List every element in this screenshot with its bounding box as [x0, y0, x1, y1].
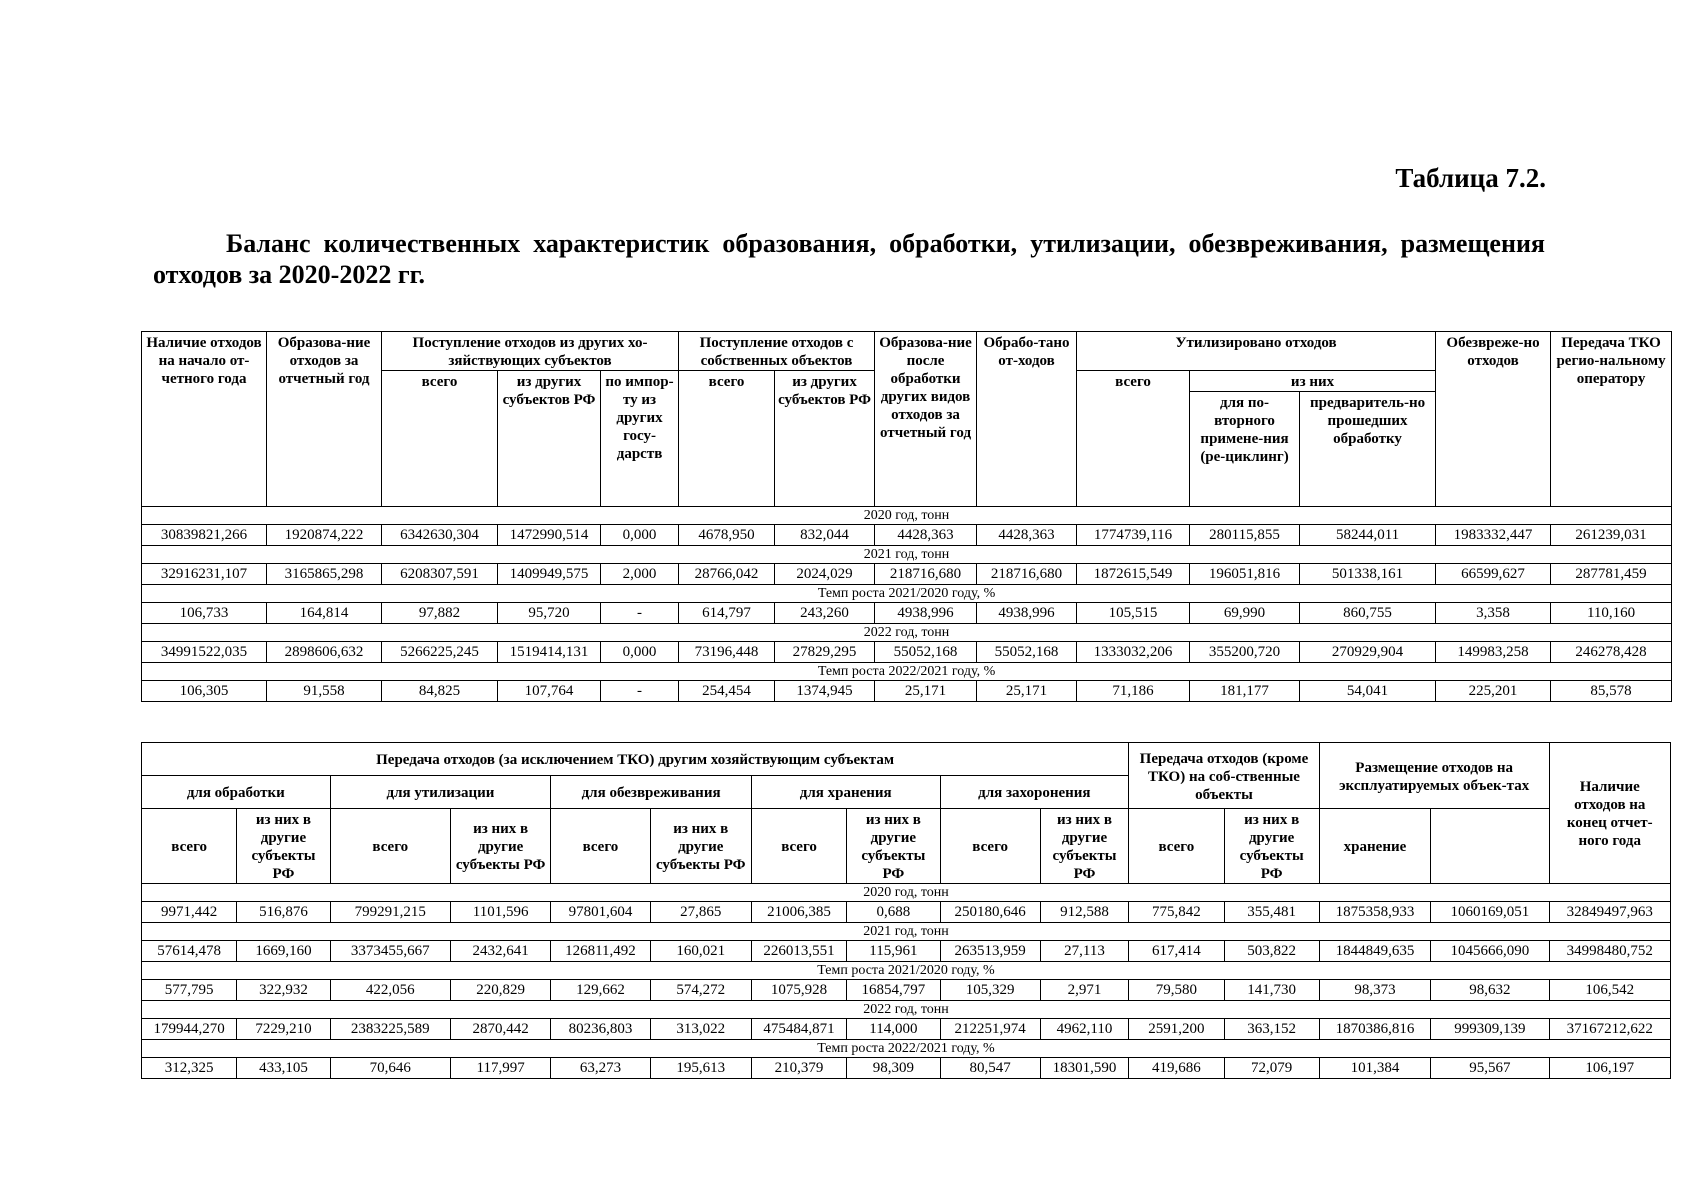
- section-label-row: [142, 884, 1671, 902]
- table-cell: 2383225,589: [330, 1019, 450, 1040]
- table-cell: 799291,215: [330, 902, 450, 923]
- table-cell: 7229,210: [237, 1019, 330, 1040]
- table-cell: 1844849,635: [1319, 941, 1430, 962]
- table-cell: 4428,363: [977, 525, 1077, 546]
- table-cell: 97801,604: [551, 902, 650, 923]
- table-cell: 55052,168: [977, 642, 1077, 663]
- col-header-utilized-preprocessed: предваритель-но прошедших обработку: [1300, 392, 1436, 507]
- table-cell: 98,309: [847, 1058, 940, 1079]
- section-label: Темп роста 2021/2020 году, %: [142, 585, 1672, 603]
- table-cell: 114,000: [847, 1019, 940, 1040]
- table-cell: 1045666,090: [1431, 941, 1549, 962]
- col-header-received-own: Поступление отходов с собственных объектов: [679, 332, 875, 371]
- col-header-all: всего: [551, 809, 650, 884]
- col-header-placement-blank: [1431, 809, 1549, 884]
- table-cell: 98,373: [1319, 980, 1430, 1001]
- table-cell: 210,379: [751, 1058, 846, 1079]
- table-cell: 55052,168: [875, 642, 977, 663]
- balance-table-part-1: [141, 331, 1672, 702]
- table-cell: 106,197: [1549, 1058, 1670, 1079]
- table-cell: 80236,803: [551, 1019, 650, 1040]
- table-cell: 1870386,816: [1319, 1019, 1430, 1040]
- table-cell: 250180,646: [940, 902, 1040, 923]
- table-cell: 1872615,549: [1077, 564, 1190, 585]
- table-cell: 105,515: [1077, 603, 1190, 624]
- table-cell: 1472990,514: [498, 525, 601, 546]
- col-header-for-processing: для обработки: [142, 776, 331, 809]
- col-header-all: всего: [751, 809, 846, 884]
- table-cell: 212251,974: [940, 1019, 1040, 1040]
- table-cell: 32916231,107: [142, 564, 267, 585]
- table-cell: 1519414,131: [498, 642, 601, 663]
- table-cell: 218716,680: [875, 564, 977, 585]
- col-header-other-rf: из них в другие субъекты РФ: [450, 809, 550, 884]
- table-cell: 70,646: [330, 1058, 450, 1079]
- table-cell: 422,056: [330, 980, 450, 1001]
- col-header-received-other-rf: из других субъектов РФ: [498, 371, 601, 507]
- table-cell: 164,814: [267, 603, 382, 624]
- table-caption: Таблица 7.2.: [1395, 163, 1546, 193]
- table-row: [142, 902, 1671, 923]
- table-cell: 66599,627: [1436, 564, 1551, 585]
- table-cell: 218716,680: [977, 564, 1077, 585]
- table-cell: 196051,816: [1190, 564, 1300, 585]
- table-cell: 32849497,963: [1549, 902, 1670, 923]
- col-header-utilized-all: всего: [1077, 371, 1190, 507]
- table-cell: 71,186: [1077, 681, 1190, 702]
- table-cell: 2432,641: [450, 941, 550, 962]
- table-cell: 6342630,304: [382, 525, 498, 546]
- table-cell: 261239,031: [1551, 525, 1672, 546]
- table-cell: 58244,011: [1300, 525, 1436, 546]
- table-cell: 34991522,035: [142, 642, 267, 663]
- table-cell: 2591,200: [1129, 1019, 1224, 1040]
- section-label-row: [142, 624, 1672, 642]
- section-label: Темп роста 2022/2021 году, %: [142, 1040, 1671, 1058]
- table-cell: 149983,258: [1436, 642, 1551, 663]
- table-cell: 69,990: [1190, 603, 1300, 624]
- table-cell: 322,932: [237, 980, 330, 1001]
- table-cell: 503,822: [1224, 941, 1319, 962]
- table-cell: 4938,996: [977, 603, 1077, 624]
- section-label: 2021 год, тонн: [142, 546, 1672, 564]
- table-row: [142, 603, 1672, 624]
- table-cell: 84,825: [382, 681, 498, 702]
- table-cell: 95,567: [1431, 1058, 1549, 1079]
- table-row: [142, 980, 1671, 1001]
- table-cell: 501338,161: [1300, 564, 1436, 585]
- table-cell: 280115,855: [1190, 525, 1300, 546]
- table-cell: 4962,110: [1040, 1019, 1128, 1040]
- table-cell: 2870,442: [450, 1019, 550, 1040]
- table-cell: 179944,270: [142, 1019, 237, 1040]
- table-cell: 355,481: [1224, 902, 1319, 923]
- table-cell: 141,730: [1224, 980, 1319, 1001]
- col-header-generated: Образова-ние отходов за отчетный год: [267, 332, 382, 507]
- table-cell: 28766,042: [679, 564, 775, 585]
- table-cell: 574,272: [650, 980, 751, 1001]
- table-cell: 95,720: [498, 603, 601, 624]
- table-cell: 9971,442: [142, 902, 237, 923]
- table-cell: 115,961: [847, 941, 940, 962]
- col-header-received-other-import: по импор-ту из других госу-дарств: [601, 371, 679, 507]
- col-header-utilized: Утилизировано отходов: [1077, 332, 1436, 371]
- section-label: 2022 год, тонн: [142, 624, 1672, 642]
- header-row: [142, 332, 1672, 371]
- table-cell: 3373455,667: [330, 941, 450, 962]
- col-header-start-balance: Наличие отходов на начало от-четного года: [142, 332, 267, 507]
- table-cell: 85,578: [1551, 681, 1672, 702]
- section-label-row: [142, 507, 1672, 525]
- balance-table-part-2: [141, 742, 1671, 1079]
- table-cell: 54,041: [1300, 681, 1436, 702]
- table-cell: 129,662: [551, 980, 650, 1001]
- table-cell: 287781,459: [1551, 564, 1672, 585]
- table-cell: 79,580: [1129, 980, 1224, 1001]
- table-cell: 312,325: [142, 1058, 237, 1079]
- table-cell: 475484,871: [751, 1019, 846, 1040]
- table-cell: 21006,385: [751, 902, 846, 923]
- table-cell: 106,305: [142, 681, 267, 702]
- col-header-placement: Размещение отходов на эксплуатируемых объек-тах: [1319, 743, 1549, 809]
- table-cell: 27829,295: [775, 642, 875, 663]
- table-cell: 1875358,933: [1319, 902, 1430, 923]
- table-cell: 1774739,116: [1077, 525, 1190, 546]
- table-cell: 27,865: [650, 902, 751, 923]
- table-cell: 516,876: [237, 902, 330, 923]
- table-cell: 63,273: [551, 1058, 650, 1079]
- col-header-for-utilization: для утилизации: [330, 776, 551, 809]
- table-cell: 1669,160: [237, 941, 330, 962]
- table-cell: 254,454: [679, 681, 775, 702]
- col-header-all: всего: [142, 809, 237, 884]
- table-cell: 832,044: [775, 525, 875, 546]
- col-header-other-rf: из них в другие субъекты РФ: [237, 809, 330, 884]
- table-cell: -: [601, 603, 679, 624]
- section-label-row: [142, 923, 1671, 941]
- col-header-received-own-rf: из других субъектов РФ: [775, 371, 875, 507]
- col-header-storage: хранение: [1319, 809, 1430, 884]
- table-cell: 1101,596: [450, 902, 550, 923]
- table-cell: 25,171: [875, 681, 977, 702]
- col-header-all: всего: [330, 809, 450, 884]
- col-header-utilized-of-them: из них: [1190, 371, 1436, 392]
- section-label: Темп роста 2021/2020 году, %: [142, 962, 1671, 980]
- table-cell: 355200,720: [1190, 642, 1300, 663]
- col-header-all: всего: [1129, 809, 1224, 884]
- table-cell: 97,882: [382, 603, 498, 624]
- table-cell: 2,971: [1040, 980, 1128, 1001]
- table-cell: 4428,363: [875, 525, 977, 546]
- table-cell: 1983332,447: [1436, 525, 1551, 546]
- col-header-processed: Обрабо-тано от-ходов: [977, 332, 1077, 507]
- table-cell: 160,021: [650, 941, 751, 962]
- table-cell: 126811,492: [551, 941, 650, 962]
- table-cell: 313,022: [650, 1019, 751, 1040]
- table-row: [142, 681, 1672, 702]
- table-cell: 912,588: [1040, 902, 1128, 923]
- table-cell: 37167212,622: [1549, 1019, 1670, 1040]
- col-header-for-storage: для хранения: [751, 776, 940, 809]
- table-cell: 80,547: [940, 1058, 1040, 1079]
- table-cell: 2898606,632: [267, 642, 382, 663]
- col-header-neutralized: Обезвреже-но отходов: [1436, 332, 1551, 507]
- table-cell: 246278,428: [1551, 642, 1672, 663]
- table-cell: 1409949,575: [498, 564, 601, 585]
- table-cell: 617,414: [1129, 941, 1224, 962]
- section-label-row: [142, 663, 1672, 681]
- table-cell: 6208307,591: [382, 564, 498, 585]
- table-cell: 2,000: [601, 564, 679, 585]
- col-header-received-own-all: всего: [679, 371, 775, 507]
- col-header-other-rf: из них в другие субъекты РФ: [650, 809, 751, 884]
- table-cell: 91,558: [267, 681, 382, 702]
- section-label: 2020 год, тонн: [142, 507, 1672, 525]
- table-cell: 999309,139: [1431, 1019, 1549, 1040]
- table-cell: 225,201: [1436, 681, 1551, 702]
- table-cell: 1920874,222: [267, 525, 382, 546]
- table-cell: 0,000: [601, 525, 679, 546]
- table-cell: 577,795: [142, 980, 237, 1001]
- col-header-utilized-recycling: для по-вторного примене-ния (ре-циклинг): [1190, 392, 1300, 507]
- table-cell: 263513,959: [940, 941, 1040, 962]
- table-cell: 3165865,298: [267, 564, 382, 585]
- table-cell: 110,160: [1551, 603, 1672, 624]
- table-cell: 34998480,752: [1549, 941, 1670, 962]
- section-label: 2020 год, тонн: [142, 884, 1671, 902]
- col-header-other-rf: из них в другие субъекты РФ: [1224, 809, 1319, 884]
- header-row: [142, 743, 1671, 776]
- table-cell: 98,632: [1431, 980, 1549, 1001]
- table-cell: 243,260: [775, 603, 875, 624]
- table-cell: 419,686: [1129, 1058, 1224, 1079]
- table-cell: 106,733: [142, 603, 267, 624]
- table-row: [142, 525, 1672, 546]
- section-label: Темп роста 2022/2021 году, %: [142, 663, 1672, 681]
- section-label-row: [142, 1001, 1671, 1019]
- section-label: 2022 год, тонн: [142, 1001, 1671, 1019]
- table-cell: 4938,996: [875, 603, 977, 624]
- table-cell: 72,079: [1224, 1058, 1319, 1079]
- table-cell: 363,152: [1224, 1019, 1319, 1040]
- table-cell: 1333032,206: [1077, 642, 1190, 663]
- table-cell: 73196,448: [679, 642, 775, 663]
- col-header-for-burial: для захоронения: [940, 776, 1129, 809]
- table-cell: 105,329: [940, 980, 1040, 1001]
- col-header-end-balance: Наличие отходов на конец отчет-ного года: [1549, 743, 1670, 884]
- table-cell: 101,384: [1319, 1058, 1430, 1079]
- table-cell: 4678,950: [679, 525, 775, 546]
- table-cell: 106,542: [1549, 980, 1670, 1001]
- table-cell: 3,358: [1436, 603, 1551, 624]
- document-heading: Баланс количественных характеристик образования, обработки, утилизации, обезвреживания, размещения отходов за 2020-2022 гг.: [153, 229, 1545, 289]
- col-header-other-rf: из них в другие субъекты РФ: [847, 809, 940, 884]
- col-header-tko-transfer: Передача ТКО регио-нальному оператору: [1551, 332, 1672, 507]
- table-cell: 107,764: [498, 681, 601, 702]
- section-label-row: [142, 585, 1672, 603]
- section-label: 2021 год, тонн: [142, 923, 1671, 941]
- table-row: [142, 941, 1671, 962]
- table-cell: 1374,945: [775, 681, 875, 702]
- table-cell: 0,688: [847, 902, 940, 923]
- col-header-other-rf: из них в другие субъекты РФ: [1040, 809, 1128, 884]
- table-cell: 0,000: [601, 642, 679, 663]
- col-header-transfer-own: Передача отходов (кроме ТКО) на соб-ственные объекты: [1129, 743, 1320, 809]
- table-cell: 775,842: [1129, 902, 1224, 923]
- table-cell: 860,755: [1300, 603, 1436, 624]
- table-row: [142, 1058, 1671, 1079]
- col-header-transfer-other: Передача отходов (за исключением ТКО) другим хозяйствующим субъектам: [142, 743, 1129, 776]
- col-header-received-other-all: всего: [382, 371, 498, 507]
- table-cell: 117,997: [450, 1058, 550, 1079]
- col-header-formed-after-processing: Образова-ние после обработки других видов отходов за отчетный год: [875, 332, 977, 507]
- table-cell: 226013,551: [751, 941, 846, 962]
- table-cell: 220,829: [450, 980, 550, 1001]
- table-cell: 181,177: [1190, 681, 1300, 702]
- table-cell: 5266225,245: [382, 642, 498, 663]
- table-cell: 57614,478: [142, 941, 237, 962]
- table-cell: 614,797: [679, 603, 775, 624]
- table-cell: 25,171: [977, 681, 1077, 702]
- table-cell: 18301,590: [1040, 1058, 1128, 1079]
- col-header-for-neutralization: для обезвреживания: [551, 776, 752, 809]
- table-cell: 27,113: [1040, 941, 1128, 962]
- section-label-row: [142, 962, 1671, 980]
- table-cell: -: [601, 681, 679, 702]
- table-cell: 30839821,266: [142, 525, 267, 546]
- col-header-received-other: Поступление отходов из других хо-зяйствующих субъектов: [382, 332, 679, 371]
- table-row: [142, 1019, 1671, 1040]
- table-cell: 433,105: [237, 1058, 330, 1079]
- col-header-all: всего: [940, 809, 1040, 884]
- table-cell: 1060169,051: [1431, 902, 1549, 923]
- table-cell: 1075,928: [751, 980, 846, 1001]
- section-label-row: [142, 1040, 1671, 1058]
- table-row: [142, 642, 1672, 663]
- table-cell: 2024,029: [775, 564, 875, 585]
- table-cell: 16854,797: [847, 980, 940, 1001]
- table-row: [142, 564, 1672, 585]
- section-label-row: [142, 546, 1672, 564]
- table-cell: 195,613: [650, 1058, 751, 1079]
- table-cell: 270929,904: [1300, 642, 1436, 663]
- header-row: [142, 809, 1671, 884]
